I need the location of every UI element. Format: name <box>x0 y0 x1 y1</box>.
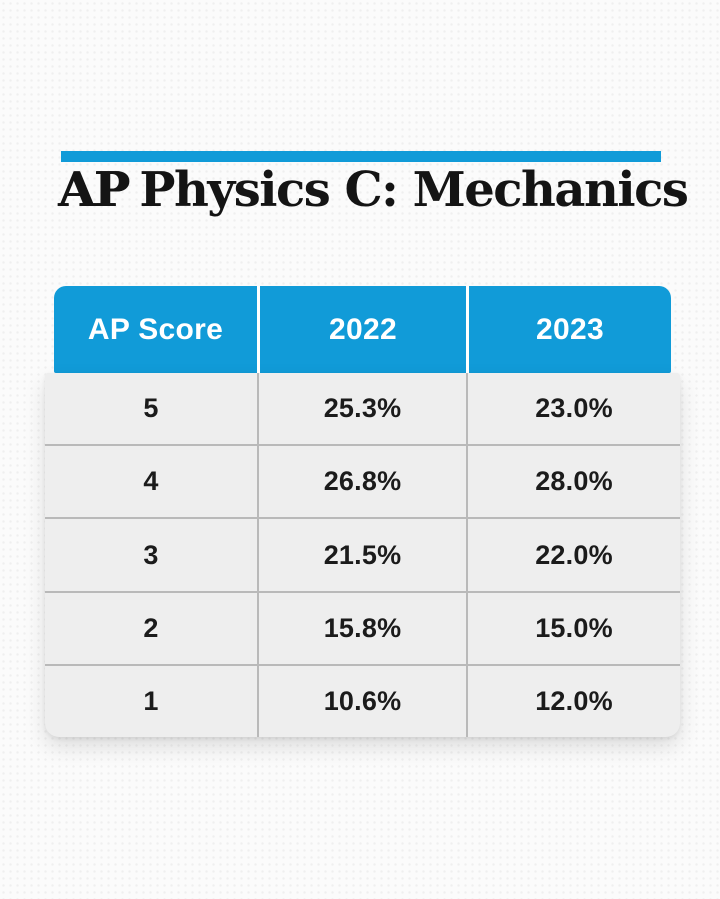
table-row-score-2 <box>45 591 680 664</box>
accent-bar <box>61 151 661 162</box>
page-title <box>58 163 687 218</box>
table-row-score-1 <box>45 664 680 737</box>
cell-score: 4 <box>143 466 159 497</box>
page-title-prefix: AP <box>58 162 129 218</box>
cell-score: 1 <box>143 685 159 716</box>
table-header-row <box>54 286 671 373</box>
cell-2023-value: 12.0% <box>466 666 680 737</box>
cell-2022-value: 26.8% <box>257 446 466 517</box>
column-header-ap-score: AP Score <box>87 312 224 346</box>
cell-2022-value: 10.6% <box>257 666 466 737</box>
table-row-score-5 <box>45 373 680 444</box>
cell-2023-value: 28.0% <box>466 446 680 517</box>
cell-score: 3 <box>143 539 159 570</box>
page-title-rest: Physics C: Mechanics <box>139 162 688 218</box>
cell-2023-value: 15.0% <box>466 593 680 664</box>
cell-2022-value: 15.8% <box>257 593 466 664</box>
score-distribution-table <box>45 286 680 737</box>
table-row-score-4 <box>45 444 680 517</box>
table-body <box>45 373 680 737</box>
column-header-2022: 2022 <box>257 286 466 373</box>
cell-score: 2 <box>143 612 159 643</box>
cell-2022-value: 21.5% <box>257 519 466 590</box>
table-row-score-3 <box>45 517 680 590</box>
cell-2023-value: 23.0% <box>466 373 680 444</box>
cell-2022-value: 25.3% <box>257 373 466 444</box>
column-header-2023: 2023 <box>466 286 671 373</box>
cell-2023-value: 22.0% <box>466 519 680 590</box>
cell-score: 5 <box>143 393 159 424</box>
